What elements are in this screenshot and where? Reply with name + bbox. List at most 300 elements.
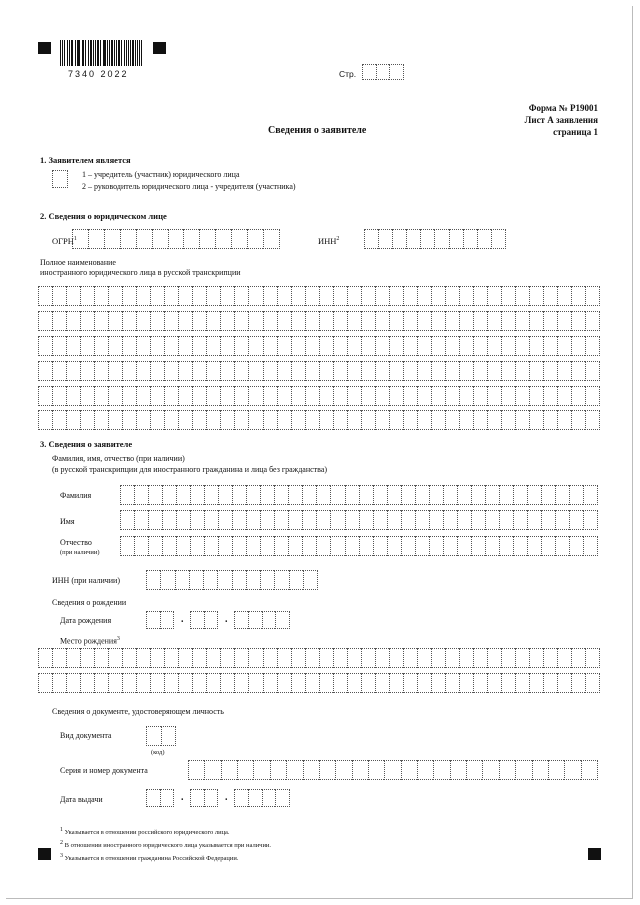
char-cell[interactable] <box>232 570 246 590</box>
char-cell[interactable] <box>499 485 513 505</box>
char-cell[interactable] <box>445 311 459 331</box>
char-cell[interactable] <box>415 536 429 556</box>
char-cell[interactable] <box>38 386 52 406</box>
char-cell[interactable] <box>557 648 571 668</box>
char-cell[interactable] <box>150 386 164 406</box>
char-cell[interactable] <box>178 673 192 693</box>
char-cell[interactable] <box>403 410 417 430</box>
char-cell[interactable] <box>375 311 389 331</box>
char-cell[interactable] <box>543 386 557 406</box>
surname-field[interactable] <box>120 485 598 505</box>
applicant-inn-field[interactable] <box>146 570 318 590</box>
char-cell[interactable] <box>457 510 471 530</box>
char-cell[interactable] <box>359 485 373 505</box>
char-cell[interactable] <box>220 336 234 356</box>
char-cell[interactable] <box>94 648 108 668</box>
char-cell[interactable] <box>277 311 291 331</box>
char-cell[interactable] <box>345 536 359 556</box>
char-cell[interactable] <box>499 536 513 556</box>
char-cell[interactable] <box>319 336 333 356</box>
char-cell[interactable] <box>389 361 403 381</box>
char-cell[interactable] <box>136 229 152 249</box>
char-cell[interactable] <box>330 510 344 530</box>
char-cell[interactable] <box>288 536 302 556</box>
char-cell[interactable] <box>557 386 571 406</box>
char-cell[interactable] <box>134 510 148 530</box>
char-cell[interactable] <box>176 510 190 530</box>
char-cell[interactable] <box>122 648 136 668</box>
char-cell[interactable] <box>220 386 234 406</box>
char-cell[interactable] <box>401 510 415 530</box>
char-cell[interactable] <box>274 536 288 556</box>
char-cell[interactable] <box>274 510 288 530</box>
char-cell[interactable] <box>501 361 515 381</box>
char-cell[interactable] <box>175 570 189 590</box>
char-cell[interactable] <box>262 789 276 807</box>
char-cell[interactable] <box>583 536 598 556</box>
char-cell[interactable] <box>529 410 543 430</box>
char-cell[interactable] <box>237 760 253 780</box>
char-cell[interactable] <box>389 673 403 693</box>
char-cell[interactable] <box>319 311 333 331</box>
char-cell[interactable] <box>541 510 555 530</box>
char-cell[interactable] <box>585 410 600 430</box>
char-cell[interactable] <box>515 286 529 306</box>
char-cell[interactable] <box>473 286 487 306</box>
char-cell[interactable] <box>543 673 557 693</box>
char-cell[interactable] <box>146 611 160 629</box>
char-cell[interactable] <box>585 386 600 406</box>
char-cell[interactable] <box>501 336 515 356</box>
char-cell[interactable] <box>203 570 217 590</box>
char-cell[interactable] <box>136 410 150 430</box>
char-cell[interactable] <box>333 386 347 406</box>
char-cell[interactable] <box>80 673 94 693</box>
char-cell[interactable] <box>361 386 375 406</box>
char-cell[interactable] <box>148 485 162 505</box>
char-cell[interactable] <box>389 386 403 406</box>
patronymic-field[interactable] <box>120 536 598 556</box>
char-cell[interactable] <box>403 286 417 306</box>
char-cell[interactable] <box>189 570 203 590</box>
char-cell[interactable] <box>541 485 555 505</box>
char-cell[interactable] <box>263 229 280 249</box>
char-cell[interactable] <box>361 286 375 306</box>
char-cell[interactable] <box>368 760 384 780</box>
char-cell[interactable] <box>473 361 487 381</box>
char-cell[interactable] <box>52 361 66 381</box>
char-cell[interactable] <box>52 410 66 430</box>
char-cell[interactable] <box>80 361 94 381</box>
char-cell[interactable] <box>232 536 246 556</box>
char-cell[interactable] <box>217 570 231 590</box>
char-cell[interactable] <box>527 510 541 530</box>
char-cell[interactable] <box>277 361 291 381</box>
char-cell[interactable] <box>557 673 571 693</box>
char-cell[interactable] <box>192 386 206 406</box>
page-number-field[interactable] <box>362 64 404 80</box>
birth-year-field[interactable] <box>234 611 290 629</box>
document-year-field[interactable] <box>234 789 290 807</box>
char-cell[interactable] <box>581 760 598 780</box>
char-cell[interactable] <box>515 673 529 693</box>
char-cell[interactable] <box>459 673 473 693</box>
char-cell[interactable] <box>403 336 417 356</box>
char-cell[interactable] <box>515 760 531 780</box>
fullname-row-6[interactable] <box>38 410 600 430</box>
char-cell[interactable] <box>477 229 491 249</box>
char-cell[interactable] <box>122 336 136 356</box>
char-cell[interactable] <box>288 485 302 505</box>
char-cell[interactable] <box>501 311 515 331</box>
inn-field[interactable] <box>364 229 506 249</box>
char-cell[interactable] <box>206 410 220 430</box>
char-cell[interactable] <box>192 648 206 668</box>
char-cell[interactable] <box>501 673 515 693</box>
char-cell[interactable] <box>190 789 204 807</box>
char-cell[interactable] <box>234 361 248 381</box>
char-cell[interactable] <box>246 536 260 556</box>
birth-month-field[interactable] <box>190 611 218 629</box>
char-cell[interactable] <box>152 229 168 249</box>
char-cell[interactable] <box>305 361 319 381</box>
char-cell[interactable] <box>263 361 277 381</box>
char-cell[interactable] <box>352 760 368 780</box>
ogrn-field[interactable] <box>72 229 280 249</box>
char-cell[interactable] <box>66 311 80 331</box>
char-cell[interactable] <box>361 361 375 381</box>
char-cell[interactable] <box>260 536 274 556</box>
char-cell[interactable] <box>375 673 389 693</box>
char-cell[interactable] <box>501 286 515 306</box>
char-cell[interactable] <box>515 311 529 331</box>
char-cell[interactable] <box>571 386 585 406</box>
char-cell[interactable] <box>392 229 406 249</box>
char-cell[interactable] <box>384 760 400 780</box>
char-cell[interactable] <box>80 648 94 668</box>
char-cell[interactable] <box>333 648 347 668</box>
char-cell[interactable] <box>316 510 330 530</box>
char-cell[interactable] <box>403 648 417 668</box>
char-cell[interactable] <box>585 286 600 306</box>
char-cell[interactable] <box>122 286 136 306</box>
char-cell[interactable] <box>291 286 305 306</box>
char-cell[interactable] <box>459 336 473 356</box>
char-cell[interactable] <box>248 648 262 668</box>
char-cell[interactable] <box>289 570 303 590</box>
char-cell[interactable] <box>417 311 431 331</box>
char-cell[interactable] <box>204 536 218 556</box>
char-cell[interactable] <box>38 648 52 668</box>
char-cell[interactable] <box>94 311 108 331</box>
char-cell[interactable] <box>305 648 319 668</box>
char-cell[interactable] <box>161 726 177 746</box>
char-cell[interactable] <box>417 361 431 381</box>
char-cell[interactable] <box>471 536 485 556</box>
char-cell[interactable] <box>80 311 94 331</box>
char-cell[interactable] <box>190 611 204 629</box>
char-cell[interactable] <box>204 789 219 807</box>
char-cell[interactable] <box>122 410 136 430</box>
char-cell[interactable] <box>94 361 108 381</box>
char-cell[interactable] <box>178 361 192 381</box>
char-cell[interactable] <box>571 286 585 306</box>
char-cell[interactable] <box>120 485 134 505</box>
char-cell[interactable] <box>150 673 164 693</box>
char-cell[interactable] <box>192 673 206 693</box>
char-cell[interactable] <box>459 410 473 430</box>
birth-place-row-1[interactable] <box>38 648 600 668</box>
char-cell[interactable] <box>487 410 501 430</box>
char-cell[interactable] <box>359 536 373 556</box>
char-cell[interactable] <box>375 410 389 430</box>
char-cell[interactable] <box>108 386 122 406</box>
char-cell[interactable] <box>168 229 184 249</box>
char-cell[interactable] <box>66 286 80 306</box>
char-cell[interactable] <box>248 286 262 306</box>
char-cell[interactable] <box>389 336 403 356</box>
char-cell[interactable] <box>387 485 401 505</box>
char-cell[interactable] <box>206 361 220 381</box>
char-cell[interactable] <box>473 648 487 668</box>
char-cell[interactable] <box>190 536 204 556</box>
char-cell[interactable] <box>417 760 433 780</box>
char-cell[interactable] <box>429 510 443 530</box>
char-cell[interactable] <box>291 673 305 693</box>
char-cell[interactable] <box>330 485 344 505</box>
char-cell[interactable] <box>160 611 175 629</box>
birth-place-row-2[interactable] <box>38 673 600 693</box>
char-cell[interactable] <box>220 410 234 430</box>
char-cell[interactable] <box>583 485 598 505</box>
char-cell[interactable] <box>361 648 375 668</box>
char-cell[interactable] <box>305 386 319 406</box>
char-cell[interactable] <box>94 336 108 356</box>
char-cell[interactable] <box>204 510 218 530</box>
char-cell[interactable] <box>80 336 94 356</box>
char-cell[interactable] <box>108 673 122 693</box>
char-cell[interactable] <box>585 361 600 381</box>
char-cell[interactable] <box>164 336 178 356</box>
char-cell[interactable] <box>333 361 347 381</box>
char-cell[interactable] <box>178 386 192 406</box>
char-cell[interactable] <box>220 286 234 306</box>
char-cell[interactable] <box>178 336 192 356</box>
char-cell[interactable] <box>347 648 361 668</box>
char-cell[interactable] <box>122 361 136 381</box>
char-cell[interactable] <box>373 536 387 556</box>
document-day-field[interactable] <box>146 789 174 807</box>
char-cell[interactable] <box>471 510 485 530</box>
char-cell[interactable] <box>515 648 529 668</box>
char-cell[interactable] <box>204 485 218 505</box>
char-cell[interactable] <box>38 361 52 381</box>
char-cell[interactable] <box>527 536 541 556</box>
char-cell[interactable] <box>305 410 319 430</box>
char-cell[interactable] <box>234 336 248 356</box>
char-cell[interactable] <box>347 361 361 381</box>
char-cell[interactable] <box>459 386 473 406</box>
char-cell[interactable] <box>429 485 443 505</box>
char-cell[interactable] <box>450 760 466 780</box>
char-cell[interactable] <box>543 286 557 306</box>
char-cell[interactable] <box>206 311 220 331</box>
char-cell[interactable] <box>215 229 231 249</box>
char-cell[interactable] <box>557 286 571 306</box>
char-cell[interactable] <box>491 229 506 249</box>
char-cell[interactable] <box>389 64 404 80</box>
char-cell[interactable] <box>319 410 333 430</box>
char-cell[interactable] <box>345 485 359 505</box>
applicant-type-field[interactable] <box>52 170 68 188</box>
char-cell[interactable] <box>571 673 585 693</box>
char-cell[interactable] <box>190 485 204 505</box>
char-cell[interactable] <box>263 410 277 430</box>
char-cell[interactable] <box>557 410 571 430</box>
char-cell[interactable] <box>473 410 487 430</box>
char-cell[interactable] <box>445 286 459 306</box>
char-cell[interactable] <box>316 536 330 556</box>
char-cell[interactable] <box>302 536 316 556</box>
char-cell[interactable] <box>501 648 515 668</box>
char-cell[interactable] <box>532 760 548 780</box>
char-cell[interactable] <box>150 410 164 430</box>
char-cell[interactable] <box>248 673 262 693</box>
char-cell[interactable] <box>291 311 305 331</box>
char-cell[interactable] <box>482 760 498 780</box>
char-cell[interactable] <box>220 361 234 381</box>
char-cell[interactable] <box>375 386 389 406</box>
char-cell[interactable] <box>234 648 248 668</box>
char-cell[interactable] <box>277 410 291 430</box>
char-cell[interactable] <box>406 229 420 249</box>
char-cell[interactable] <box>204 611 219 629</box>
char-cell[interactable] <box>443 536 457 556</box>
char-cell[interactable] <box>571 361 585 381</box>
fullname-row-3[interactable] <box>38 336 600 356</box>
char-cell[interactable] <box>277 648 291 668</box>
char-cell[interactable] <box>220 673 234 693</box>
char-cell[interactable] <box>291 336 305 356</box>
char-cell[interactable] <box>136 286 150 306</box>
char-cell[interactable] <box>150 311 164 331</box>
char-cell[interactable] <box>529 673 543 693</box>
char-cell[interactable] <box>333 336 347 356</box>
char-cell[interactable] <box>457 536 471 556</box>
char-cell[interactable] <box>302 510 316 530</box>
char-cell[interactable] <box>94 386 108 406</box>
char-cell[interactable] <box>263 386 277 406</box>
char-cell[interactable] <box>401 485 415 505</box>
char-cell[interactable] <box>543 410 557 430</box>
char-cell[interactable] <box>134 485 148 505</box>
char-cell[interactable] <box>513 536 527 556</box>
char-cell[interactable] <box>176 536 190 556</box>
char-cell[interactable] <box>373 510 387 530</box>
char-cell[interactable] <box>248 410 262 430</box>
char-cell[interactable] <box>389 286 403 306</box>
char-cell[interactable] <box>199 229 215 249</box>
char-cell[interactable] <box>150 648 164 668</box>
char-cell[interactable] <box>52 170 68 188</box>
char-cell[interactable] <box>466 760 482 780</box>
char-cell[interactable] <box>347 410 361 430</box>
char-cell[interactable] <box>246 485 260 505</box>
char-cell[interactable] <box>487 386 501 406</box>
char-cell[interactable] <box>136 361 150 381</box>
char-cell[interactable] <box>274 570 288 590</box>
fullname-row-5[interactable] <box>38 386 600 406</box>
char-cell[interactable] <box>471 485 485 505</box>
char-cell[interactable] <box>473 336 487 356</box>
char-cell[interactable] <box>206 673 220 693</box>
char-cell[interactable] <box>359 510 373 530</box>
char-cell[interactable] <box>569 536 583 556</box>
char-cell[interactable] <box>52 673 66 693</box>
fullname-row-2[interactable] <box>38 311 600 331</box>
char-cell[interactable] <box>487 648 501 668</box>
char-cell[interactable] <box>403 311 417 331</box>
char-cell[interactable] <box>330 536 344 556</box>
char-cell[interactable] <box>220 311 234 331</box>
document-series-field[interactable] <box>188 760 598 780</box>
char-cell[interactable] <box>445 336 459 356</box>
char-cell[interactable] <box>88 229 104 249</box>
char-cell[interactable] <box>192 336 206 356</box>
char-cell[interactable] <box>417 336 431 356</box>
char-cell[interactable] <box>162 485 176 505</box>
char-cell[interactable] <box>319 760 335 780</box>
char-cell[interactable] <box>564 760 580 780</box>
char-cell[interactable] <box>473 386 487 406</box>
char-cell[interactable] <box>403 386 417 406</box>
char-cell[interactable] <box>333 286 347 306</box>
char-cell[interactable] <box>529 336 543 356</box>
name-field[interactable] <box>120 510 598 530</box>
char-cell[interactable] <box>431 286 445 306</box>
char-cell[interactable] <box>557 311 571 331</box>
char-cell[interactable] <box>347 673 361 693</box>
char-cell[interactable] <box>515 361 529 381</box>
fullname-row-1[interactable] <box>38 286 600 306</box>
char-cell[interactable] <box>389 410 403 430</box>
char-cell[interactable] <box>449 229 463 249</box>
char-cell[interactable] <box>263 311 277 331</box>
char-cell[interactable] <box>347 386 361 406</box>
char-cell[interactable] <box>375 336 389 356</box>
char-cell[interactable] <box>431 336 445 356</box>
char-cell[interactable] <box>333 410 347 430</box>
char-cell[interactable] <box>445 410 459 430</box>
char-cell[interactable] <box>417 410 431 430</box>
char-cell[interactable] <box>403 361 417 381</box>
char-cell[interactable] <box>431 648 445 668</box>
char-cell[interactable] <box>513 510 527 530</box>
char-cell[interactable] <box>232 510 246 530</box>
char-cell[interactable] <box>260 510 274 530</box>
char-cell[interactable] <box>162 536 176 556</box>
char-cell[interactable] <box>220 648 234 668</box>
char-cell[interactable] <box>263 648 277 668</box>
char-cell[interactable] <box>260 485 274 505</box>
char-cell[interactable] <box>72 229 88 249</box>
char-cell[interactable] <box>164 361 178 381</box>
char-cell[interactable] <box>376 64 390 80</box>
char-cell[interactable] <box>459 311 473 331</box>
char-cell[interactable] <box>319 386 333 406</box>
char-cell[interactable] <box>431 311 445 331</box>
char-cell[interactable] <box>302 485 316 505</box>
